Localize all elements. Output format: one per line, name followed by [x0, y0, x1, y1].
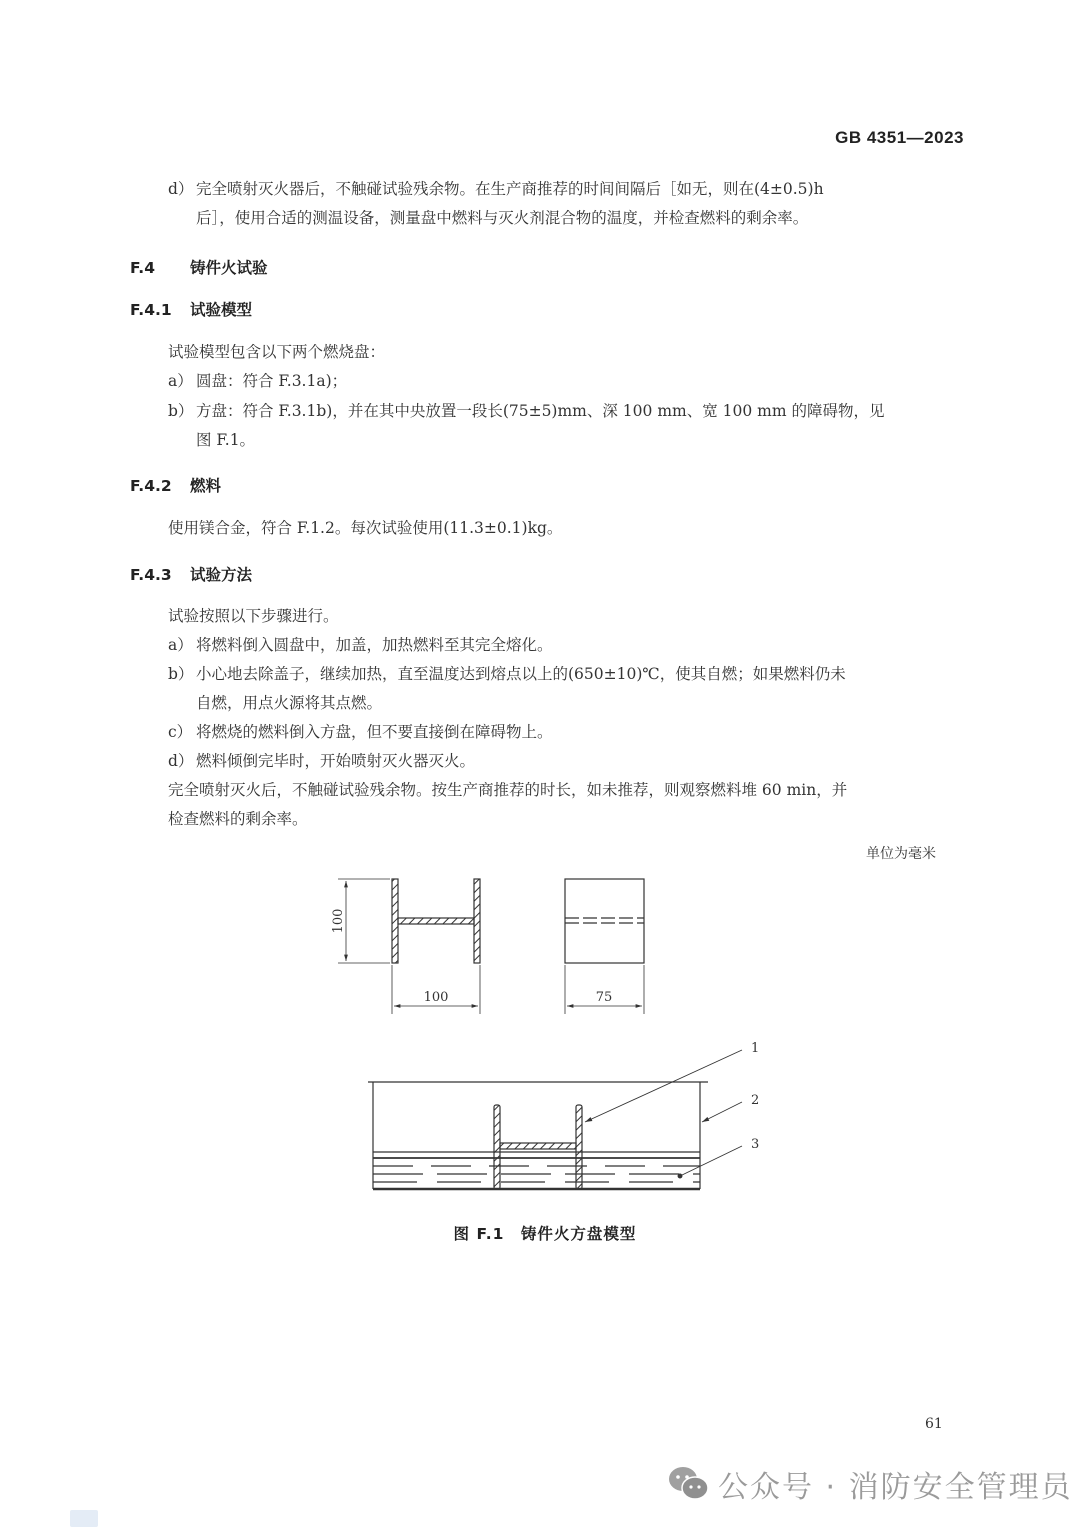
corner-logo-mark [70, 1510, 98, 1527]
heading-title: 试验方法 [190, 566, 253, 584]
heading-title: 试验模型 [190, 301, 253, 319]
heading-number: F.4.2 [130, 477, 172, 495]
item-label: a） [168, 636, 193, 654]
item-label: c） [168, 723, 193, 741]
heading-title: 铸件火试验 [190, 259, 268, 277]
obstacle-front-view [338, 879, 480, 1014]
callout-3: 3 [751, 1137, 760, 1152]
item-label: d） [168, 180, 194, 198]
item-label: d） [168, 752, 194, 770]
item-label: b） [168, 402, 194, 420]
f43-closing-line1: 完全喷射灭火后，不触碰试验残余物。按生产商推荐的时长，如未推荐，则观察燃料堆 60 min，并 [168, 781, 848, 799]
watermark [668, 1462, 1073, 1506]
heading-number: F.4.1 [130, 301, 172, 319]
item-label: a） [168, 372, 193, 390]
callout-1: 1 [751, 1041, 760, 1056]
callout-2: 2 [751, 1093, 760, 1108]
f43-intro: 试验按照以下步骤进行。 [168, 607, 339, 625]
unit-note: 单位为毫米 [866, 846, 936, 862]
heading-number: F.4 [130, 259, 155, 277]
dim-height-label: 100 [331, 908, 346, 934]
f41-item-b-line2: 图 F.1。 [196, 431, 256, 449]
item-text: 将燃烧的燃料倒入方盘，但不要直接倒在障碍物上。 [196, 723, 553, 741]
wechat-icon [668, 1466, 710, 1502]
item-text: 完全喷射灭火器后，不触碰试验残余物。在生产商推荐的时间间隔后［如无，则在(4±0.5)h [196, 180, 824, 198]
dim-length-label: 75 [595, 990, 613, 1005]
f43-item-b-line2: 自燃，用点火源将其点燃。 [196, 694, 383, 712]
dim-width-label: 100 [423, 990, 449, 1005]
f42-text: 使用镁合金，符合 F.1.2。每次试验使用(11.3±0.1)kg。 [168, 519, 563, 537]
item-text: 方盘：符合 F.3.1b)，并在其中央放置一段长(75±5)mm、深 100 mm、宽 100 mm 的障碍物，见 [196, 402, 885, 420]
item-text: 燃料倾倒完毕时，开始喷射灭火器灭火。 [196, 752, 476, 770]
item-text: 将燃料倒入圆盘中，加盖，加热燃料至其完全熔化。 [196, 636, 553, 654]
f3-item-d-line2: 后］，使用合适的测温设备，测量盘中燃料与灭火剂混合物的温度，并检查燃料的剩余率。 [196, 209, 809, 227]
item-label: b） [168, 665, 194, 683]
item-text: 小心地去除盖子，继续加热，直至温度达到熔点以上的(650±10)℃，使其自燃；如果燃料仍未 [196, 665, 846, 683]
obstacle-in-pan [494, 1105, 582, 1189]
f43-closing-line2: 检查燃料的剩余率。 [168, 810, 308, 828]
watermark-text: 公众号 · 消防安全管理员 [718, 1470, 1073, 1505]
figure-caption: 图 F.1 铸件火方盘模型 [453, 1225, 637, 1243]
f41-intro: 试验模型包含以下两个燃烧盘： [168, 343, 386, 361]
standard-id: GB 4351—2023 [835, 128, 964, 147]
page-number: 61 [925, 1416, 943, 1432]
item-text: 圆盘：符合 F.3.1a)； [196, 372, 348, 390]
heading-title: 燃料 [190, 477, 222, 495]
heading-number: F.4.3 [130, 566, 172, 584]
square-pan-section [368, 1082, 708, 1189]
